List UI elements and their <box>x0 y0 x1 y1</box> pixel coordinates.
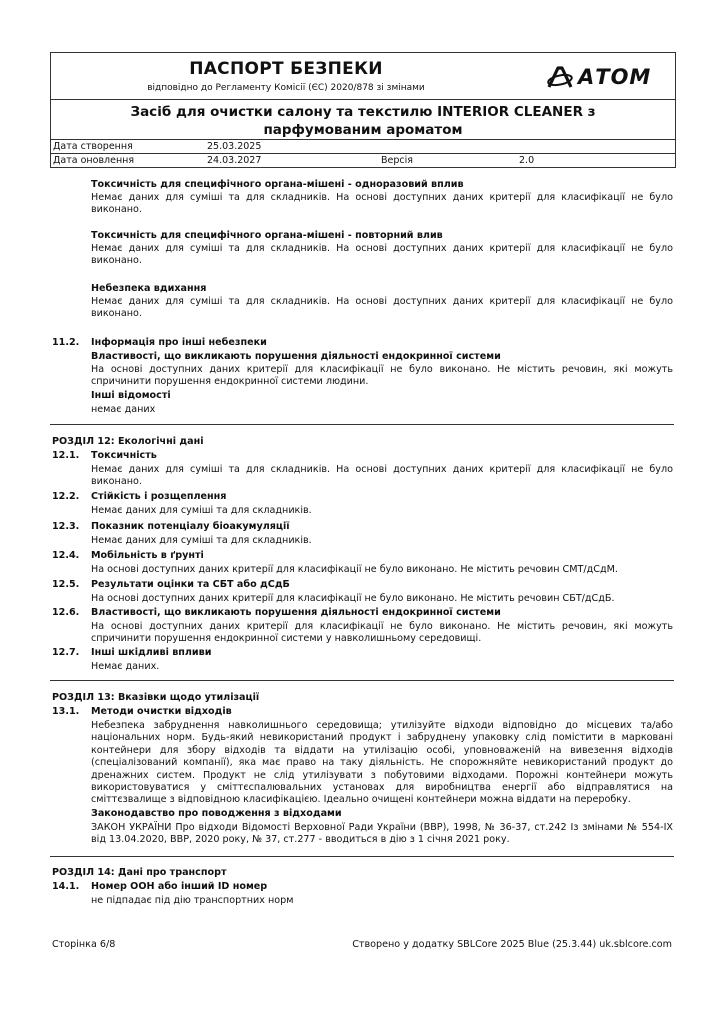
version-label: Версія <box>381 155 413 166</box>
created-label: Дата створення <box>53 141 133 152</box>
s12-4-text: На основі доступних даних критерії для класифікації не було виконано. Не містить речовин СМТ/дСдМ. <box>91 564 618 575</box>
product-name-line1: Засіб для очистки салону та текстилю INTERIOR CLEANER з <box>130 104 596 120</box>
s12-3-text: Немає даних для суміші та для складників. <box>91 535 312 546</box>
section-divider <box>50 856 674 857</box>
s13-1-line: контейнери для збору відходів та віддати на утилізацію особі, уповноваженій на вивезення відходів <box>91 744 673 756</box>
stot-repeated-line2: виконано. <box>91 255 142 267</box>
document-title: ПАСПОРТ БЕЗПЕКИ <box>189 59 383 79</box>
s12-5-title: Результати оцінки та СБТ або дСдБ <box>91 579 290 590</box>
s12-7-text: Немає даних. <box>91 661 160 672</box>
s12-6-text <box>91 621 673 646</box>
s13-1-text <box>91 720 673 807</box>
s14-1-text: не підпадає під дію транспортних норм <box>91 895 294 906</box>
stot-single-title: Токсичність для специфічного органа-мішені - одноразовий вплив <box>91 179 464 190</box>
s11-2-endocrine-line1: На основі доступних даних критерії для класифікації не було виконано. Не містить речовин, які можуть <box>91 364 673 375</box>
section-12-title: РОЗДІЛ 12: Екологічні дані <box>52 436 204 447</box>
updated-value: 24.03.2027 <box>207 155 262 166</box>
meta-row-created <box>51 140 675 153</box>
s12-5-number: 12.5. <box>52 579 80 590</box>
waste-law-line2: від 13.04.2020, ВВР, 2020 року, № 37, ст.277 - вводиться в дію з 1 січня 2021 року. <box>91 834 510 846</box>
s12-7-title: Інші шкідливі впливи <box>91 647 212 658</box>
version-value: 2.0 <box>519 155 535 166</box>
s12-1-number: 12.1. <box>52 450 80 461</box>
s13-1-title: Методи очистки відходів <box>91 706 232 717</box>
section-divider <box>50 680 674 681</box>
atom-logo-icon <box>545 65 575 89</box>
logo-text: АТОМ <box>578 65 652 89</box>
aspiration-line2: виконано. <box>91 308 142 320</box>
s11-2-endocrine-line2: спричинити порушення ендокринної системи людини. <box>91 376 369 388</box>
meta-row-updated <box>51 153 675 167</box>
s12-2-number: 12.2. <box>52 491 80 502</box>
s12-3-number: 12.3. <box>52 521 80 532</box>
waste-law-text <box>91 822 673 847</box>
s12-6-line2: спричинити порушення ендокринної системи у навколишньому середовищі. <box>91 633 482 645</box>
s13-1-line: сміттєзвалище з відповідною класифікацією. Ідеально очищені контейнери можна віддати на переробку. <box>91 794 631 806</box>
stot-repeated-text <box>91 243 673 268</box>
s11-2-endocrine-text <box>91 364 673 389</box>
s13-1-line: національних норм. Будь-який невикористаний продукт і забруднену упаковку слід помістити в марковані <box>91 732 673 744</box>
s12-3-title: Показник потенціалу біоакумуляції <box>91 521 290 532</box>
product-name <box>51 100 675 140</box>
section-13-title: РОЗДІЛ 13: Вказівки щодо утилізації <box>52 692 260 703</box>
s12-5-text: На основі доступних даних критерії для класифікації не було виконано. Не містить речовин СБТ/дСдБ. <box>91 593 615 604</box>
s13-1-line: (спеціалізований компанії), яка має право на таку діяльність. Не спорожняйте невикористаний продукт до <box>91 757 673 769</box>
updated-label: Дата оновлення <box>53 155 135 166</box>
s14-1-title: Номер ООН або інший ID номер <box>91 881 268 892</box>
aspiration-title: Небезпека вдихання <box>91 283 207 294</box>
stot-single-text <box>91 192 673 217</box>
s12-6-title: Властивості, що викликають порушення діяльності ендокринної системи <box>91 607 501 618</box>
stot-repeated-title: Токсичність для специфічного органа-мішені - повторний влив <box>91 230 443 241</box>
s11-2-other-title: Інші відомості <box>91 390 171 401</box>
s12-4-number: 12.4. <box>52 550 80 561</box>
header-top <box>51 53 675 100</box>
s12-1-text <box>91 464 673 489</box>
s12-7-number: 12.7. <box>52 647 80 658</box>
s13-1-line: Небезпека забруднення навколишнього середовища; утилізуйте відходи відповідно до місцевих та/або <box>91 720 673 731</box>
atom-logo <box>545 65 651 89</box>
waste-law-line1: ЗАКОН УКРАЇНИ Про відходи Відомості Верховної Ради України (ВВР), 1998, № 36-37, ст.242 Із змінами № 554-IX <box>91 822 673 833</box>
created-value: 25.03.2025 <box>207 141 262 152</box>
s14-1-number: 14.1. <box>52 881 80 892</box>
meta-table <box>51 140 675 167</box>
footer-page-number: Сторінка 6/8 <box>52 939 116 950</box>
waste-law-title: Законодавство про поводження з відходами <box>91 808 342 819</box>
section-divider <box>50 424 674 425</box>
header-box <box>50 52 676 168</box>
s12-1-line2: виконано. <box>91 476 142 488</box>
stot-single-line2: виконано. <box>91 204 142 216</box>
s11-2-number: 11.2. <box>52 337 80 348</box>
s11-2-other-text: немає даних <box>91 404 156 415</box>
s12-1-title: Токсичність <box>91 450 157 461</box>
footer-created-by: Створено у додатку SBLCore 2025 Blue (25.3.44) uk.sblcore.com <box>352 939 672 950</box>
s13-1-line: використовуватися у сміттєспалювальних установах для виробництва енергії або відправлятися на <box>91 782 673 794</box>
s11-2-title: Інформація про інші небезпеки <box>91 337 267 348</box>
s12-1-line1: Немає даних для суміші та для складників. На основі доступних даних критерії для класифікації не було <box>91 464 673 475</box>
s12-4-title: Мобільність в ґрунті <box>91 550 204 561</box>
s13-1-number: 13.1. <box>52 706 80 717</box>
s12-6-number: 12.6. <box>52 607 80 618</box>
regulation-subtitle: відповідно до Регламенту Комісії (ЄС) 2020/878 зі змінами <box>147 83 425 93</box>
s12-2-title: Стійкість і розщеплення <box>91 491 227 502</box>
s12-2-text: Немає даних для суміші та для складників. <box>91 505 312 516</box>
aspiration-text <box>91 296 673 321</box>
stot-repeated-line1: Немає даних для суміші та для складників. На основі доступних даних критерії для класифікації не було <box>91 243 673 254</box>
section-14-title: РОЗДІЛ 14: Дані про транспорт <box>52 867 227 878</box>
s12-6-line1: На основі доступних даних критерії для класифікації не було виконано. Не містить речовин, які можуть <box>91 621 673 632</box>
s13-1-line: дренажних систем. Продукт не слід утилізувати з побутовими відходами. Порожні контейнери можуть <box>91 769 673 781</box>
stot-single-line1: Немає даних для суміші та для складників. На основі доступних даних критерії для класифікації не було <box>91 192 673 203</box>
product-name-line2: парфумованим ароматом <box>263 122 463 138</box>
aspiration-line1: Немає даних для суміші та для складників. На основі доступних даних критерії для класифікації не було <box>91 296 673 307</box>
s11-2-endocrine-title: Властивості, що викликають порушення діяльності ендокринної системи <box>91 351 501 362</box>
